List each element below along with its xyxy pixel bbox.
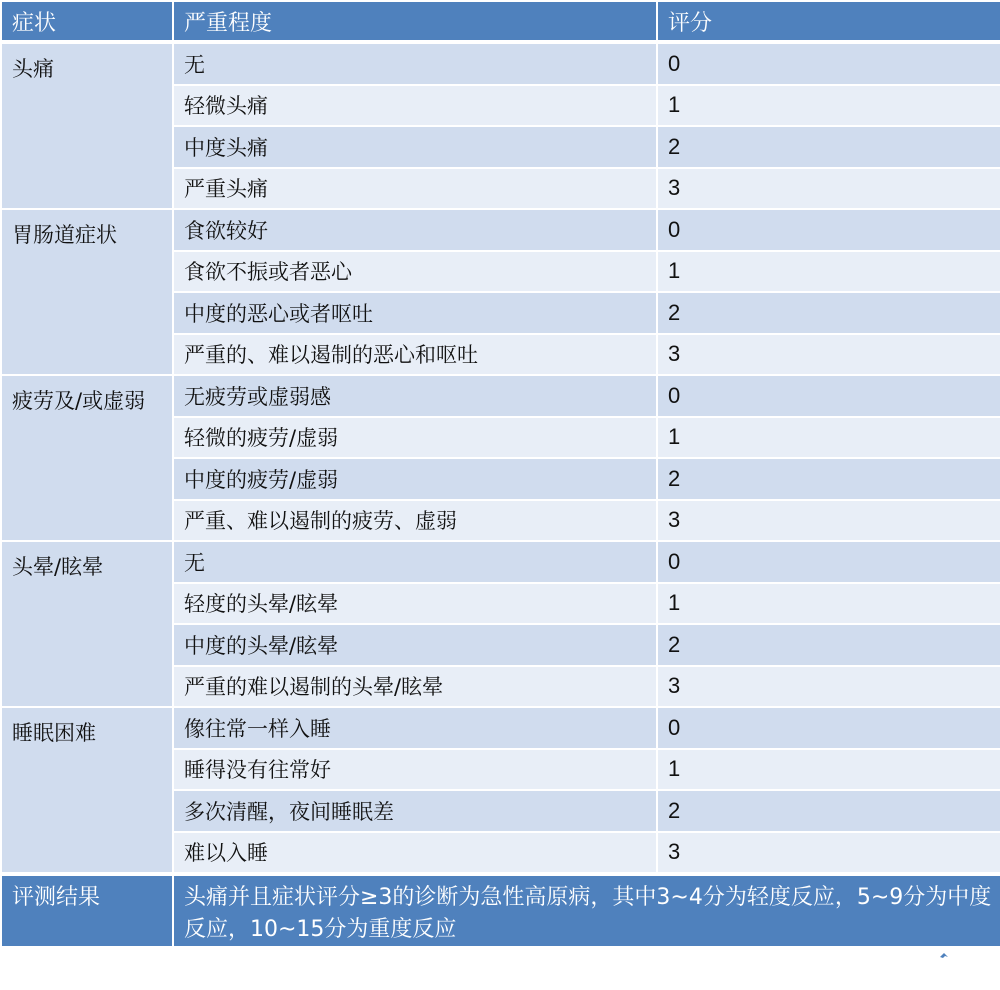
severity-cell: 无疲劳或虚弱感 <box>173 375 657 417</box>
score-cell: 1 <box>657 251 1000 293</box>
symptom-cell: 胃肠道症状 <box>1 209 173 375</box>
score-cell: 3 <box>657 168 1000 210</box>
header-score: 评分 <box>657 1 1000 42</box>
score-cell: 1 <box>657 583 1000 625</box>
score-cell: 0 <box>657 707 1000 749</box>
severity-cell: 无 <box>173 541 657 583</box>
result-row <box>1 874 1000 947</box>
mountain-icon <box>914 951 974 971</box>
severity-cell: 中度的恶心或者呕吐 <box>173 292 657 334</box>
severity-cell: 中度头痛 <box>173 126 657 168</box>
severity-cell: 轻微头痛 <box>173 85 657 127</box>
score-cell: 2 <box>657 126 1000 168</box>
score-cell: 2 <box>657 458 1000 500</box>
header-symptom: 症状 <box>1 1 173 42</box>
table-row <box>1 375 1000 417</box>
table-row <box>1 209 1000 251</box>
severity-cell: 中度的头晕/眩晕 <box>173 624 657 666</box>
severity-cell: 严重头痛 <box>173 168 657 210</box>
severity-cell: 轻微的疲劳/虚弱 <box>173 417 657 459</box>
score-cell: 1 <box>657 85 1000 127</box>
severity-cell: 严重的难以遏制的头晕/眩晕 <box>173 666 657 708</box>
score-cell: 3 <box>657 832 1000 875</box>
table-header-row <box>1 1 1000 42</box>
logo-text: 雪线之上 <box>928 970 960 979</box>
symptom-cell: 头痛 <box>1 42 173 209</box>
severity-cell: 多次清醒，夜间睡眠差 <box>173 790 657 832</box>
watermark <box>886 951 974 980</box>
score-cell: 0 <box>657 541 1000 583</box>
score-cell: 2 <box>657 624 1000 666</box>
result-label: 评测结果 <box>1 874 173 947</box>
score-cell: 0 <box>657 209 1000 251</box>
score-cell: 0 <box>657 375 1000 417</box>
symptom-cell: 疲劳及/或虚弱 <box>1 375 173 541</box>
score-cell: 0 <box>657 42 1000 85</box>
severity-cell: 中度的疲劳/虚弱 <box>173 458 657 500</box>
symptom-cell: 头晕/眩晕 <box>1 541 173 707</box>
symptom-cell: 睡眠困难 <box>1 707 173 874</box>
severity-cell: 轻度的头晕/眩晕 <box>173 583 657 625</box>
score-cell: 2 <box>657 790 1000 832</box>
brand-logo <box>914 951 974 980</box>
severity-cell: 睡得没有往常好 <box>173 749 657 791</box>
score-cell: 3 <box>657 666 1000 708</box>
score-cell: 2 <box>657 292 1000 334</box>
severity-cell: 像往常一样入睡 <box>173 707 657 749</box>
table-row <box>1 42 1000 85</box>
severity-cell: 难以入睡 <box>173 832 657 875</box>
result-text: 头痛并且症状评分≥3的诊断为急性高原病，其中3~4分为轻度反应，5~9分为中度反应，10~15分为重度反应 <box>173 874 1000 947</box>
copyright-symbol: © <box>886 955 904 976</box>
score-cell: 1 <box>657 749 1000 791</box>
severity-cell: 无 <box>173 42 657 85</box>
header-severity: 严重程度 <box>173 1 657 42</box>
score-cell: 3 <box>657 500 1000 542</box>
severity-cell: 严重、难以遏制的疲劳、虚弱 <box>173 500 657 542</box>
table-row <box>1 707 1000 749</box>
score-cell: 1 <box>657 417 1000 459</box>
score-cell: 3 <box>657 334 1000 376</box>
table-row <box>1 541 1000 583</box>
severity-cell: 严重的、难以遏制的恶心和呕吐 <box>173 334 657 376</box>
severity-cell: 食欲不振或者恶心 <box>173 251 657 293</box>
severity-cell: 食欲较好 <box>173 209 657 251</box>
